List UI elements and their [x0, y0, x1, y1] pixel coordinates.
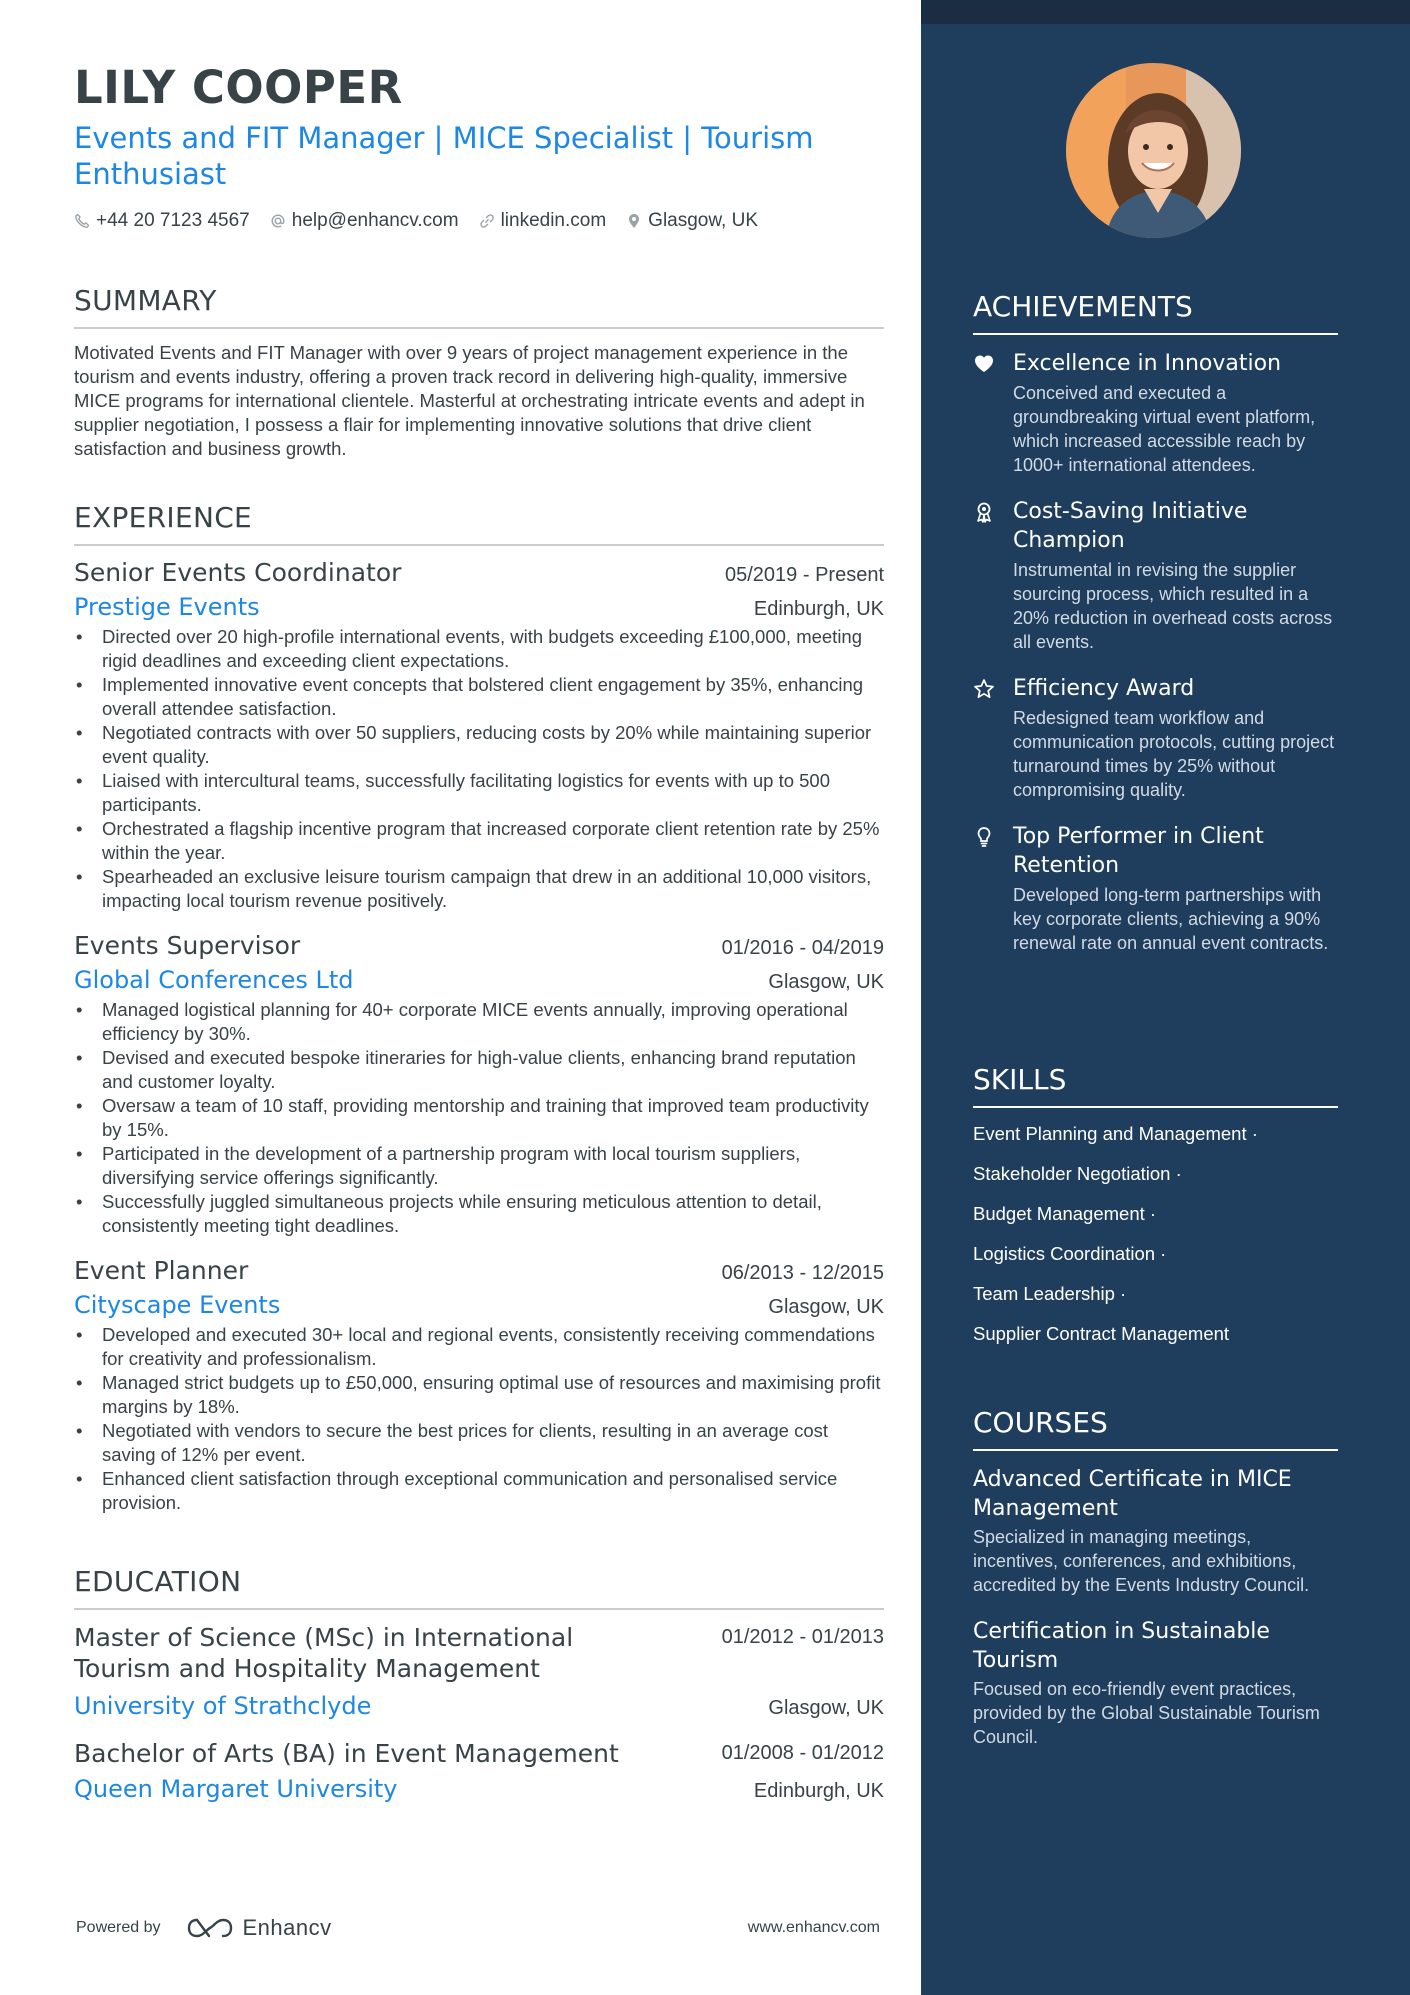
bullet-item: • Liaised with intercultural teams, successfully facilitating logistics for events with up to 500 participants. — [74, 769, 884, 817]
achievement-title: Top Performer in Client Retention — [1013, 824, 1264, 878]
bullet-item: • Developed and executed 30+ local and regional events, consistently receiving commendations for creativity and professionalism. — [74, 1323, 884, 1371]
sidebar-top-bar — [921, 0, 1410, 24]
course-title: Certification in Sustainable Tourism — [973, 1619, 1270, 1673]
bullet-item: • Oversaw a team of 10 staff, providing mentorship and training that improved team productivity by 15%. — [74, 1094, 884, 1142]
achievement-item — [973, 349, 1338, 477]
education-location: Edinburgh, UK — [753, 1780, 884, 1802]
job-title: Senior Events Coordinator — [74, 558, 402, 587]
education-title: EDUCATION — [74, 1565, 884, 1610]
course-item — [973, 1465, 1338, 1597]
contact-phone-text: +44 20 7123 4567 — [96, 210, 250, 231]
bullet-item: • Devised and executed bespoke itineraries for high-value clients, enhancing brand reputation and customer loyalty. — [74, 1046, 884, 1094]
avatar — [1066, 63, 1241, 238]
skill-item: Supplier Contract Management — [973, 1323, 1230, 1344]
footer — [76, 1915, 880, 1941]
courses-title: COURSES — [973, 1406, 1338, 1451]
skill-item: Team Leadership · — [973, 1283, 1127, 1304]
contact-linkedin[interactable] — [479, 210, 607, 232]
experience-title: EXPERIENCE — [74, 501, 884, 546]
company-name[interactable]: Prestige Events — [74, 593, 260, 621]
job-location: Glasgow, UK — [768, 1296, 884, 1318]
contact-bar — [74, 208, 884, 234]
job-title: Event Planner — [74, 1256, 249, 1285]
powered-by — [76, 1915, 332, 1941]
school-name[interactable]: University of Strathclyde — [74, 1692, 372, 1720]
school-name[interactable]: Queen Margaret University — [74, 1775, 398, 1803]
bullet-item: • Directed over 20 high-profile international events, with budgets exceeding £100,000, meeting rigid deadlines and exceeding client expectations. — [74, 625, 884, 673]
enhancv-logo[interactable] — [187, 1915, 332, 1941]
award-ribbon-icon — [973, 501, 995, 523]
achievements-title: ACHIEVEMENTS — [973, 290, 1338, 335]
skills-section — [973, 1063, 1338, 1362]
at-icon — [270, 213, 286, 229]
job-location: Edinburgh, UK — [753, 598, 884, 620]
job-dates: 01/2016 - 04/2019 — [721, 937, 884, 959]
heart-icon — [973, 353, 995, 375]
job-entry — [74, 558, 884, 913]
courses-section — [973, 1406, 1338, 1769]
link-icon — [479, 213, 495, 229]
job-entry — [74, 931, 884, 1238]
course-description: Focused on eco-friendly event practices, provided by the Global Sustainable Tourism Council. — [973, 1679, 1320, 1747]
bullet-item: • Implemented innovative event concepts that bolstered client engagement by 35%, enhancing overall attendee satisfaction. — [74, 673, 884, 721]
achievement-title: Efficiency Award — [1013, 676, 1195, 701]
contact-email-text: help@enhancv.com — [291, 210, 459, 231]
bullet-item: • Spearheaded an exclusive leisure tourism campaign that drew in an additional 10,000 visitors, impacting local tourism revenue positively. — [74, 865, 884, 913]
contact-email[interactable] — [270, 210, 459, 232]
lightbulb-icon — [973, 826, 995, 848]
contact-phone[interactable] — [74, 210, 250, 232]
bullet-item: • Orchestrated a flagship incentive program that increased corporate client retention rate by 25% within the year. — [74, 817, 884, 865]
job-bullets — [74, 625, 884, 913]
education-entry — [74, 1622, 884, 1720]
powered-by-label: Powered by — [76, 1919, 161, 1936]
course-item — [973, 1617, 1338, 1749]
job-bullets — [74, 998, 884, 1238]
star-icon — [973, 678, 995, 700]
degree-title: Master of Science (MSc) in International Tourism and Hospitality Management — [74, 1623, 574, 1683]
education-section — [74, 1565, 884, 1803]
education-entry — [74, 1738, 884, 1803]
company-name[interactable]: Global Conferences Ltd — [74, 966, 354, 994]
summary-title: SUMMARY — [74, 284, 884, 329]
bullet-item: • Negotiated contracts with over 50 suppliers, reducing costs by 20% while maintaining superior event quality. — [74, 721, 884, 769]
achievement-item — [973, 497, 1338, 654]
enhancv-logo-icon — [187, 1916, 233, 1940]
education-dates: 01/2012 - 01/2013 — [721, 1626, 884, 1648]
bullet-item: • Enhanced client satisfaction through exceptional communication and personalised service provision. — [74, 1467, 884, 1515]
education-location: Glasgow, UK — [768, 1697, 884, 1719]
bullet-item: • Managed strict budgets up to £50,000, ensuring optimal use of resources and maximising profit margins by 18%. — [74, 1371, 884, 1419]
skill-item: Stakeholder Negotiation · — [973, 1163, 1182, 1184]
skills-title: SKILLS — [973, 1063, 1338, 1108]
achievement-title: Excellence in Innovation — [1013, 351, 1282, 376]
achievement-description: Instrumental in revising the supplier sourcing process, which resulted in a 20% reduction in overhead costs across all events. — [1013, 560, 1333, 652]
achievement-title: Cost-Saving Initiative Champion — [1013, 499, 1248, 553]
phone-icon — [74, 213, 90, 229]
job-dates: 06/2013 - 12/2015 — [721, 1262, 884, 1284]
education-dates: 01/2008 - 01/2012 — [721, 1742, 884, 1764]
summary-text: Motivated Events and FIT Manager with over 9 years of project management experience in the tourism and events industry, offering a proven track record in delivering high-quality, immersive MICE programs for international clientele. Masterful at orchestrating intricate events and adept in supplier negotiation, I possess a flair for implementing innovative solutions that drive client satisfaction and business growth. — [74, 342, 865, 459]
job-entry — [74, 1256, 884, 1515]
job-location: Glasgow, UK — [768, 971, 884, 993]
job-dates: 05/2019 - Present — [725, 564, 884, 586]
main-column — [74, 60, 884, 1803]
skill-item: Event Planning and Management · — [973, 1123, 1258, 1144]
achievement-description: Redesigned team workflow and communication protocols, cutting project turnaround times by 25% without compromising quality. — [1013, 708, 1335, 800]
achievement-description: Conceived and executed a groundbreaking virtual event platform, which increased accessible reach by 1000+ international attendees. — [1013, 383, 1316, 475]
achievements-section — [973, 290, 1338, 975]
brand-name: Enhancv — [242, 1915, 332, 1940]
job-title: Events Supervisor — [74, 931, 301, 960]
contact-location-text: Glasgow, UK — [648, 210, 758, 231]
bullet-item: • Managed logistical planning for 40+ corporate MICE events annually, improving operational efficiency by 30%. — [74, 998, 884, 1046]
bullet-item: • Successfully juggled simultaneous projects while ensuring meticulous attention to detail, consistently meeting tight deadlines. — [74, 1190, 884, 1238]
contact-location — [626, 210, 758, 232]
achievement-description: Developed long-term partnerships with key corporate clients, achieving a 90% renewal rate on annual event contracts. — [1013, 885, 1329, 953]
contact-linkedin-text: linkedin.com — [500, 210, 607, 231]
candidate-name: LILY COOPER — [74, 61, 403, 114]
skill-item: Budget Management · — [973, 1203, 1157, 1224]
course-description: Specialized in managing meetings, incentives, conferences, and exhibitions, accredited by the Events Industry Council. — [973, 1527, 1310, 1595]
bullet-item: • Participated in the development of a partnership program with local tourism suppliers, diversifying service offerings significantly. — [74, 1142, 884, 1190]
sidebar — [921, 0, 1410, 1995]
website-link[interactable]: www.enhancv.com — [747, 1919, 880, 1936]
job-bullets — [74, 1323, 884, 1515]
experience-section — [74, 501, 884, 1515]
avatar-illustration — [1066, 63, 1241, 238]
course-title: Advanced Certificate in MICE Management — [973, 1467, 1292, 1521]
summary-section — [74, 284, 884, 461]
bullet-item: • Negotiated with vendors to secure the best prices for clients, resulting in an average cost saving of 12% per event. — [74, 1419, 884, 1467]
company-name[interactable]: Cityscape Events — [74, 1291, 281, 1319]
achievement-item — [973, 674, 1338, 802]
headline: Events and FIT Manager | MICE Specialist | Tourism Enthusiast — [74, 121, 814, 191]
skill-item: Logistics Coordination · — [973, 1243, 1167, 1264]
location-pin-icon — [626, 213, 642, 229]
achievement-item — [973, 822, 1338, 955]
degree-title: Bachelor of Arts (BA) in Event Management — [74, 1739, 619, 1768]
